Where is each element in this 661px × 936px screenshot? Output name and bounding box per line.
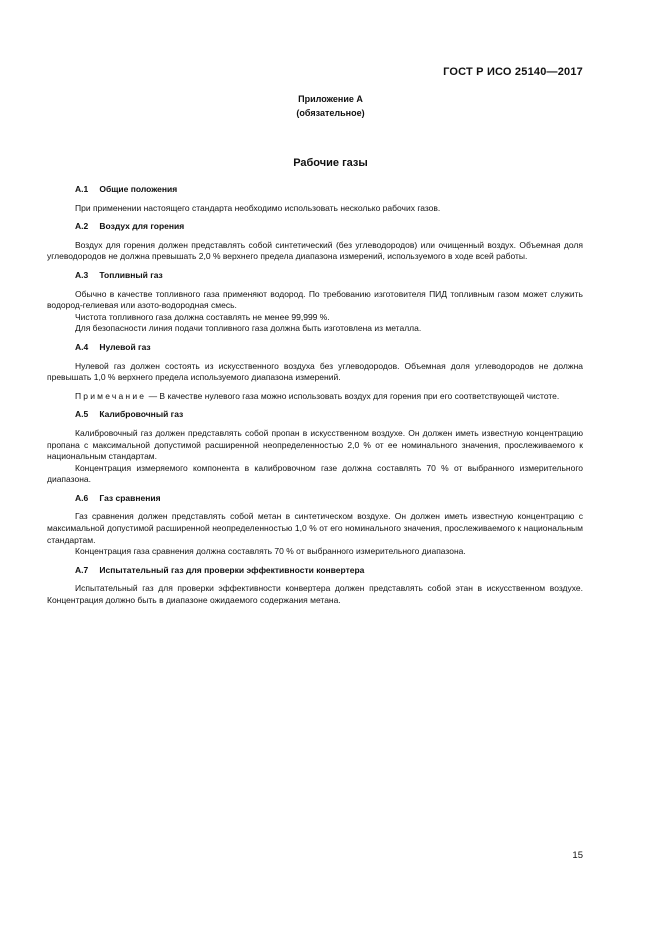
- paragraph: Чистота топливного газа должна составлять не менее 99,999 %.: [75, 311, 330, 322]
- section-title: Воздух для горения: [99, 221, 185, 232]
- appendix-subtitle: (обязательное): [296, 108, 365, 118]
- section-number: А.1: [75, 184, 89, 194]
- section-heading: [75, 565, 583, 577]
- paragraph: Для безопасности линия подачи топливного газа должна быть изготовлена из металла.: [75, 323, 422, 334]
- paragraph: Концентрация измеряемого компонента в калибровочном газе должна составлять 70 % от выбранного измерительного диапазона.: [47, 462, 583, 485]
- section-number: А.5: [75, 409, 89, 420]
- note-text: — В качестве нулевого газа можно использовать воздух для горения при его соответствующей чистоте.: [146, 390, 560, 401]
- section-number: А.2: [75, 221, 89, 232]
- standard-designation: ГОСТ Р ИСО 25140—2017: [443, 66, 583, 78]
- section-number: А.6: [75, 492, 89, 503]
- appendix-title: Приложение А: [298, 94, 363, 104]
- document-title: Рабочие газы: [293, 157, 368, 169]
- section-title: Нулевой газ: [99, 341, 151, 352]
- section-heading: [75, 270, 583, 282]
- paragraph: Воздух для горения должен представлять собой синтетический (без углеводородов) или очищенный воздух. Объемная доля углеводородов не должна превышать 2,0 % верхнего предела диапазона измерений, используемого в ходе всей работы.: [47, 239, 583, 262]
- page-number: 15: [572, 850, 583, 861]
- section-heading: [75, 184, 583, 196]
- paragraph: Концентрация газа сравнения должна составлять 70 % от выбранного измерительного диапазона.: [75, 546, 466, 557]
- section-number: А.4: [75, 341, 89, 352]
- note: [47, 391, 583, 403]
- document-body: [47, 184, 583, 614]
- section-title: Газ сравнения: [99, 492, 161, 503]
- section-heading: [75, 221, 583, 233]
- section-number: А.3: [75, 269, 89, 280]
- paragraph: Калибровочный газ должен представлять собой пропан в искусственном воздухе. Он должен иметь известную концентрацию пропана с максимальной допустимой расширенной неопределенностью 2,0 % от ее номинального значения, прослеживаемого к национальным стандартам.: [47, 427, 583, 462]
- section-heading: [75, 493, 583, 505]
- note-label: Примечание: [75, 390, 147, 401]
- section-heading: [75, 409, 583, 421]
- section-title: Общие положения: [99, 184, 178, 194]
- paragraph: При применении настоящего стандарта необходимо использовать несколько рабочих газов.: [75, 202, 441, 213]
- section-title: Испытательный газ для проверки эффективности конвертера: [99, 564, 365, 575]
- paragraph: Нулевой газ должен состоять из искусственного воздуха без углеводородов. Объемная доля углеводородов не должна превышать 1,0 % верхнего предела используемого диапазона измерений.: [47, 360, 583, 383]
- section-title: Калибровочный газ: [99, 409, 184, 420]
- section-title: Топливный газ: [99, 269, 163, 280]
- section-heading: [75, 342, 583, 354]
- paragraph: Газ сравнения должен представлять собой метан в синтетическом воздухе. Он должен иметь известную концентрацию с максимальной допустимой расширенной неопределенностью 1,0 % от его номинального значения, прослеживаемого к национальным стандартам.: [47, 511, 583, 545]
- paragraph: Испытательный газ для проверки эффективности конвертера должен представлять собой этан в искусственном воздухе. Концентрация должно быть в диапазоне ожидаемого содержания метана.: [47, 583, 583, 606]
- paragraph: Обычно в качестве топливного газа применяют водород. По требованию изготовителя ПИД топливным газом может служить водород-гелиевая или азото-водородная смесь.: [47, 288, 583, 311]
- section-number: А.7: [75, 564, 89, 575]
